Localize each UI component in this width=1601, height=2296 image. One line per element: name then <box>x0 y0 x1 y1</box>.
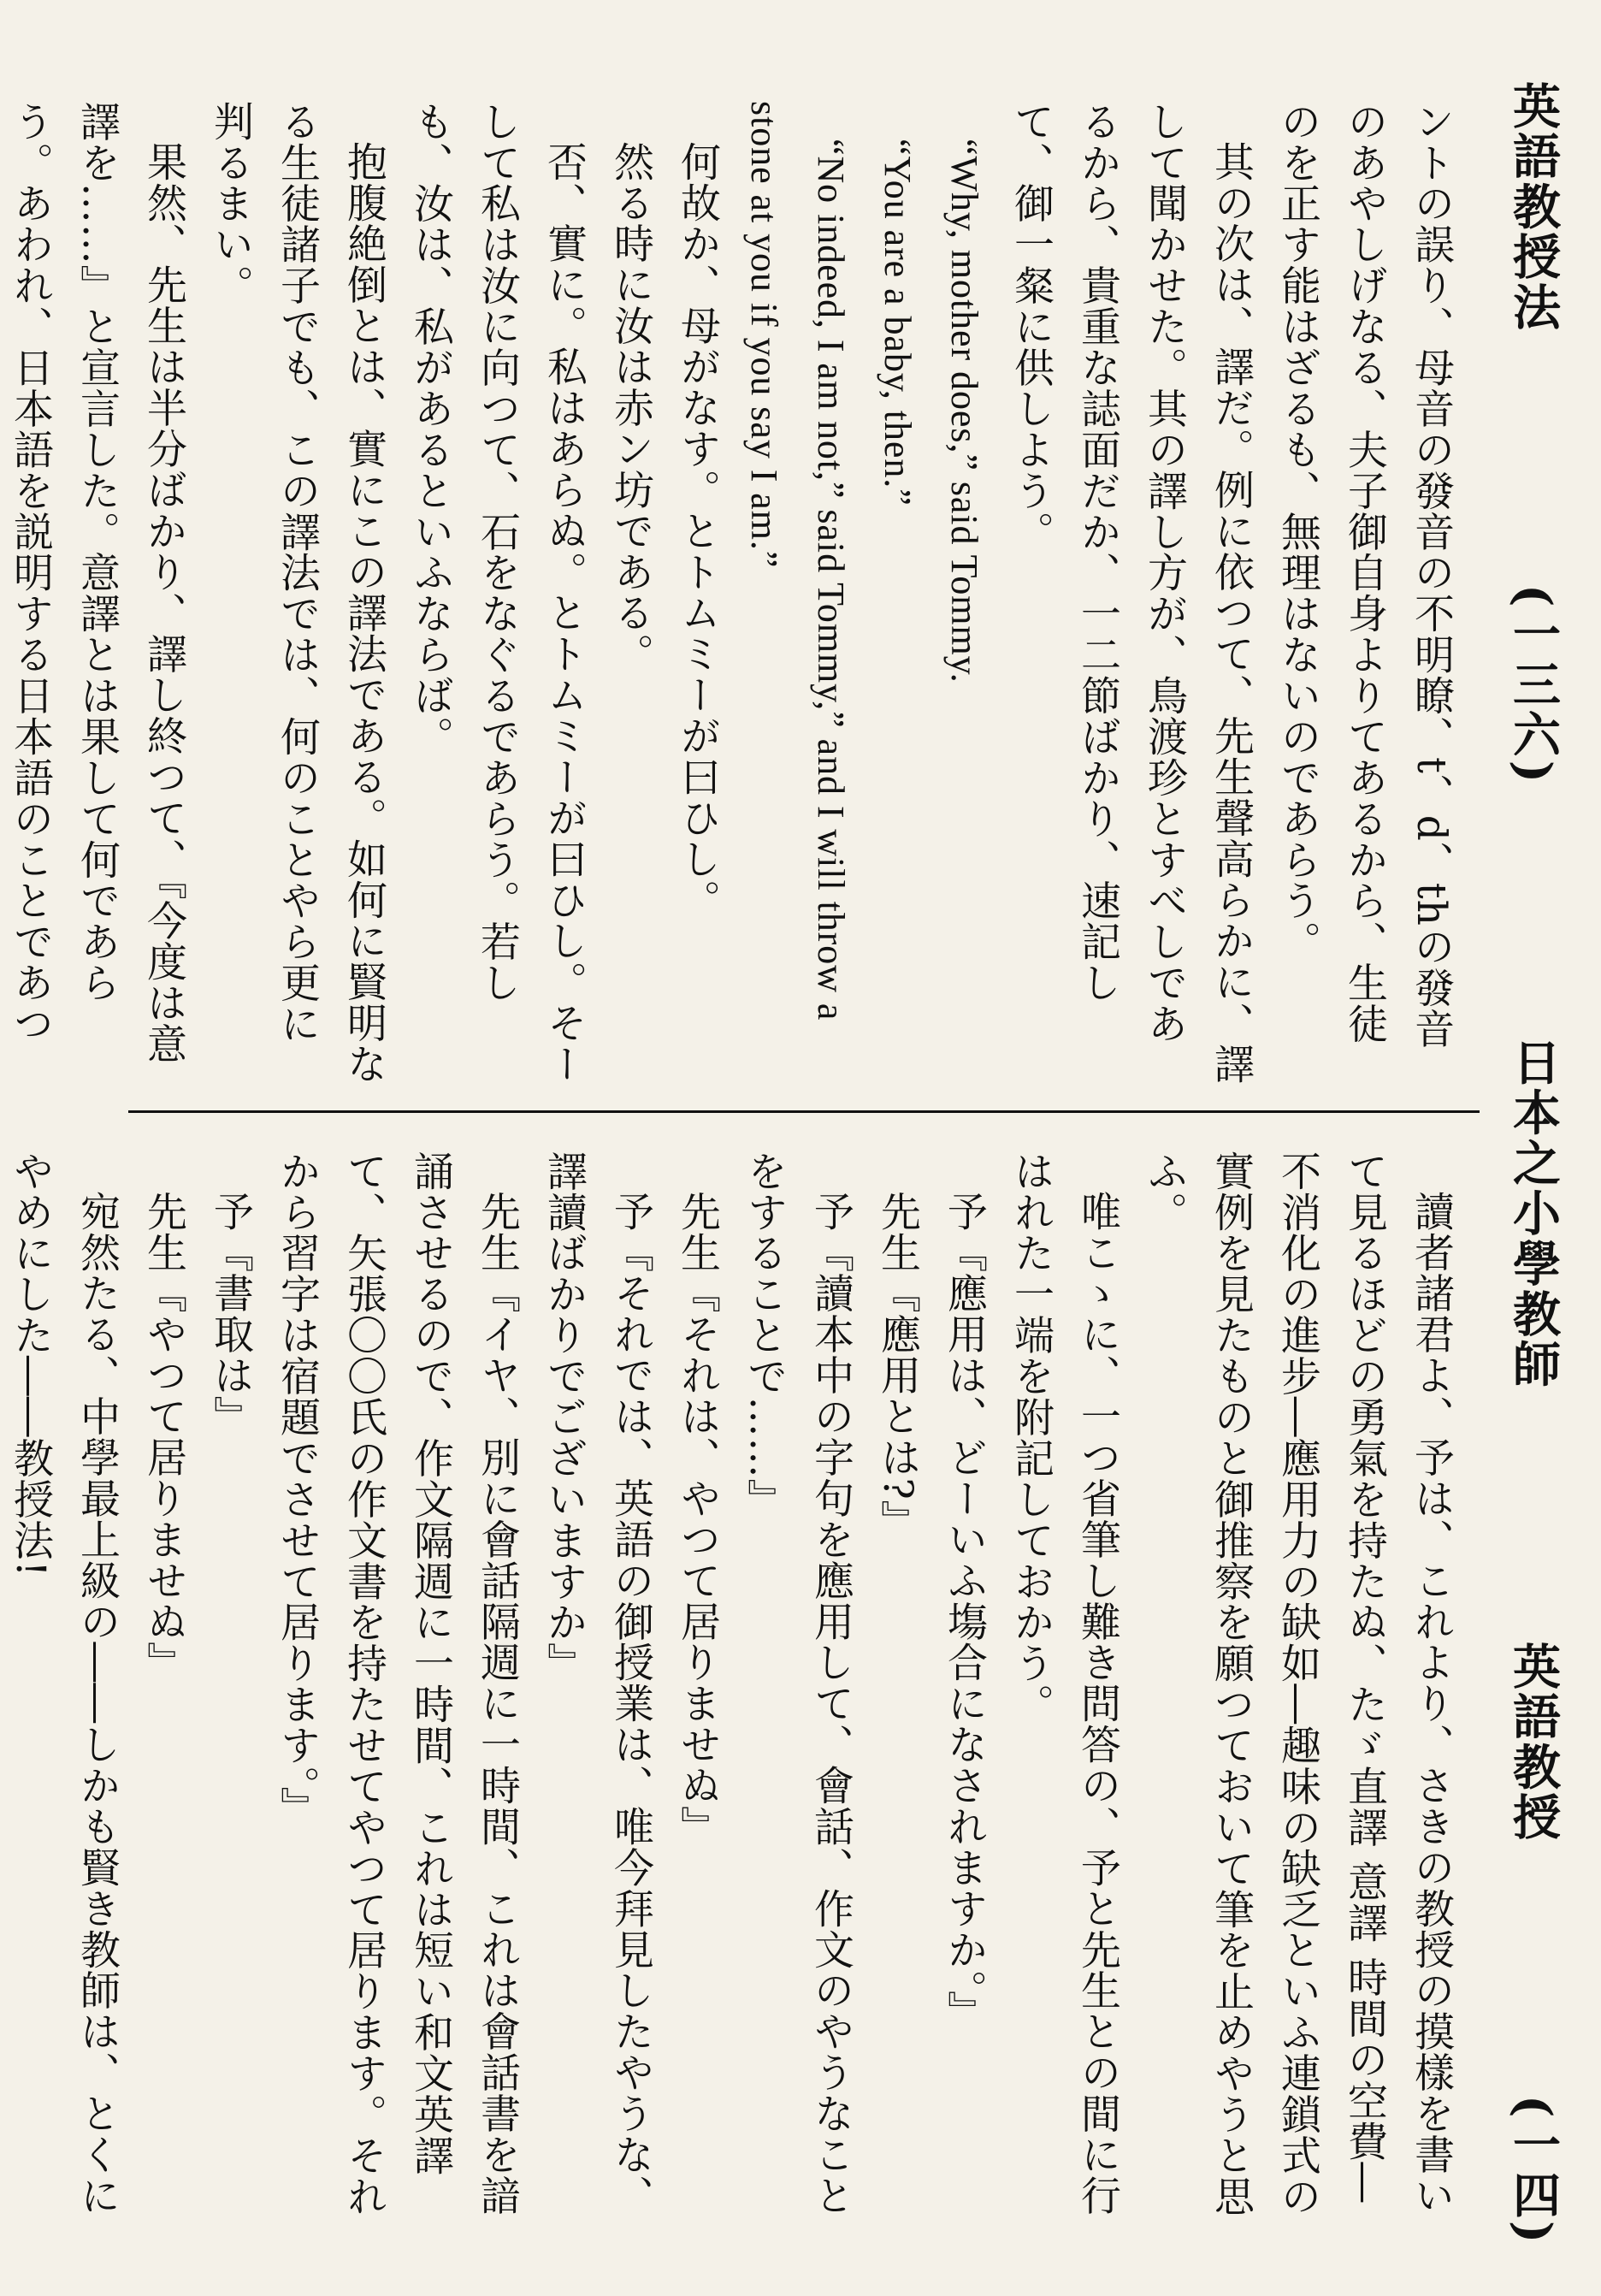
bottom-text-block <box>7 1151 1464 2237</box>
dialogue-line: 先生『イヤ、別に會話隔週に一時間、これは會話書を諳誦させるので、作文隔週に一時間、これは短い和文英譯て、矢張〇〇氏の作文書を持たせてやつて居ります。それから習字は宿題でさせて居ります。』 <box>274 1151 521 2217</box>
section-mark: 英語教授 <box>1505 1642 1562 1843</box>
top-text-block <box>7 101 1464 1085</box>
paragraph: 果然、先生は半分ばかり、譯し終つて、『今度は意譯を……』と宣言した。意譯とは果して何であらう。あわれ、日本語を説明する日本語のことであつ <box>7 101 187 1065</box>
paragraph: 抱腹絶倒とは、實にこの譯法である。如何に賢明なる生徒諸子でも、この譯法では、何のことやら更に判るまい。 <box>207 101 387 1085</box>
paragraph: 讀者諸君よ、予は、これより、さきの教授の摸樣を書いて見るほどの勇氣を持たぬ、たゞ直譯 意譯 時間の空費―不消化の進步―應用力の缺如―趣味の缺乏といふ連鎖式の實例を見たものと御推察を願つておいて筆を止めやうと思ふ。 <box>1141 1151 1455 2217</box>
english-quote: “Why, mother does,” said Tommy. <box>943 139 985 683</box>
paragraph: 宛然たる、中學最上級の――しかも賢き教師は、とくにやめにした――教授法! <box>7 1151 121 2216</box>
page-number-right: (一四) <box>1505 2094 1562 2246</box>
english-quote: “No indeed, I am not,” said Tommy,” and I will throw a stone at you if you say I am.” <box>743 101 852 1021</box>
dialogue-line: 先生『それは、やつて居りませぬ』 <box>674 1191 721 1848</box>
dialogue-line: 先生『應用とは?』 <box>874 1191 921 1542</box>
running-title: 英語教授法 <box>1505 81 1562 333</box>
translation-line: 然る時に汝は赤ン坊である。 <box>607 141 654 675</box>
translation-line: 否、實に。私はあらぬ。とトムミーが曰ひし。そーして私は汝に向つて、石をなぐるであらう。若しも、汝は、私があるといふならば。 <box>407 101 588 1085</box>
paragraph: ントの誤り、母音の發音の不明瞭、t、d、thの發音のあやしげなる、夫子御自身よりてあるから、生徒のを正す能はざるも、無理はないのであらう。 <box>1274 101 1455 1050</box>
english-quote: “You are a baby, then.” <box>877 139 919 506</box>
section-divider <box>128 1110 1480 1113</box>
dialogue-line: 予『應用は、どーいふ塲合になされますか。』 <box>941 1191 988 2033</box>
dialogue-line: 先生『やつて居りませぬ』 <box>140 1191 187 1684</box>
translation-line: 何故か、母がなす。とトムミーが曰ひし。 <box>674 141 721 920</box>
page-number-left: (一三六) <box>1505 584 1562 786</box>
dialogue-line: 予『讀本中の字句を應用して、會話、作文のやうなことをすることで……』 <box>741 1151 854 2216</box>
running-header <box>1500 81 1567 2246</box>
paragraph: 唯こゝに、一つ省筆し難き問答の、予と先生との間に行はれた一端を附記しておかう。 <box>1007 1151 1121 2216</box>
paragraph: 其の次は、譯だ。例に依つて、先生聲高らかに、譯して聞かせた。其の譯し方が、鳥渡珍とすべしであるから、貴重な誌面だか、一二節ばかり、速記して、御一粲に供しよう。 <box>1007 101 1255 1085</box>
journal-title: 日本之小學教師 <box>1505 1037 1562 1390</box>
dialogue-line: 予『書取は』 <box>207 1191 254 1437</box>
dialogue-line: 予『それでは、英語の御授業は、唯今拜見したやうな、譯讀ばかりでございますか』 <box>541 1151 654 2216</box>
